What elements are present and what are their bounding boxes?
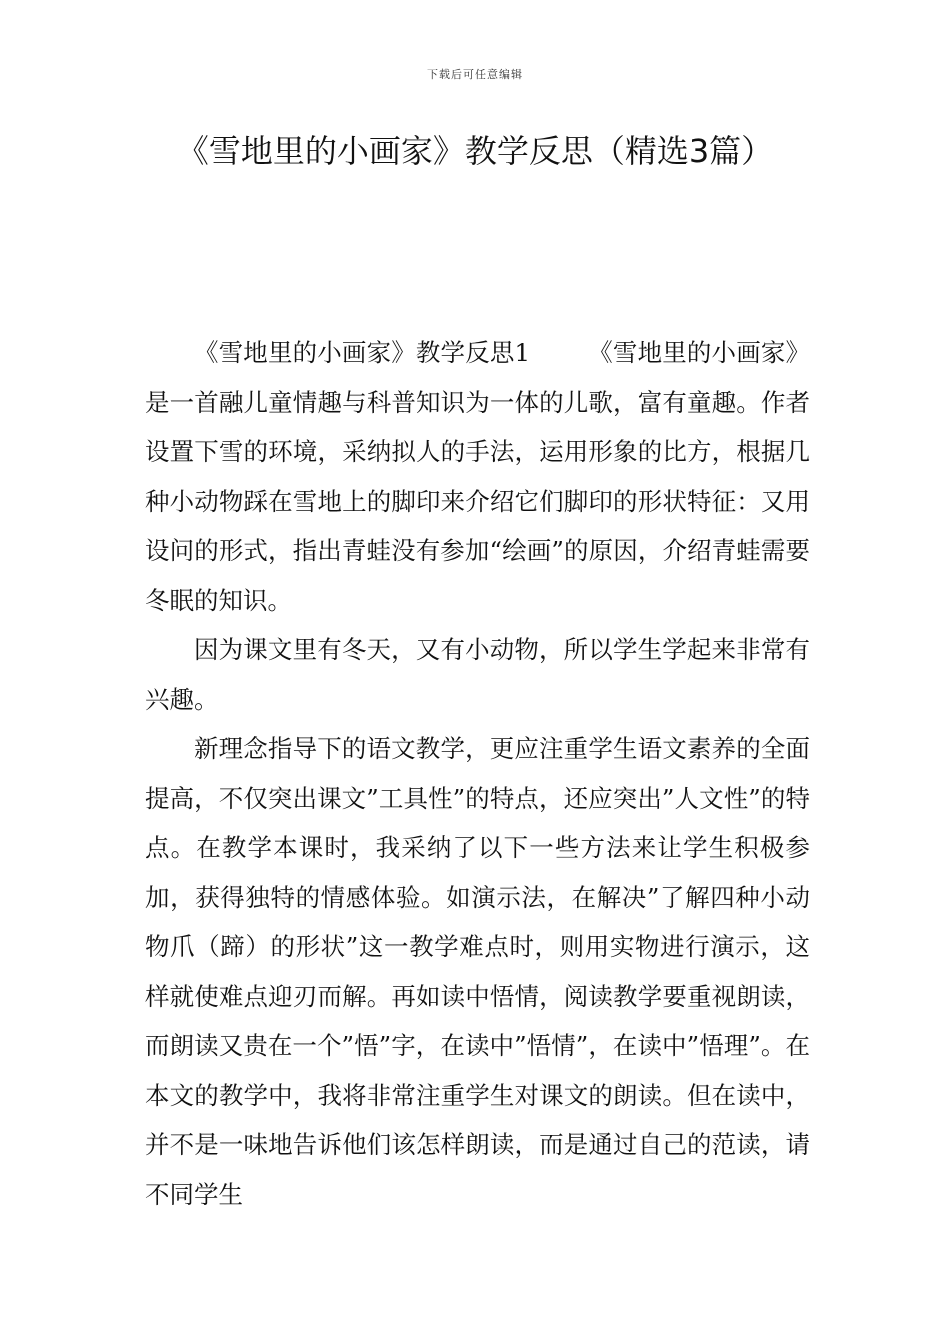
document-title: 《雪地里的小画家》教学反思（精选3篇） xyxy=(176,132,774,170)
paragraph-2: 因为课文里有冬天，又有小动物，所以学生学起来非常有兴趣。 xyxy=(145,635,810,714)
paragraph-1 xyxy=(145,328,810,625)
document-body xyxy=(145,328,810,1219)
header-note: 下载后可任意编辑 xyxy=(427,68,523,81)
section-heading: 《雪地里的小画家》教学反思1 xyxy=(194,338,531,367)
paragraph-1-text: 《雪地里的小画家》是一首融儿童情趣与科普知识为一体的儿歌，富有童趣。作者设置下雪的环境，采纳拟人的手法，运用形象的比方，根据几种小动物踩在雪地上的脚印来介绍它们脚印的形状特征：又用设问的形式，指出青蛙没有参加“绘画”的原因，介绍青蛙需要冬眠的知识。 xyxy=(145,338,811,615)
paragraph-3: 新理念指导下的语文教学，更应注重学生语文素养的全面提高，不仅突出课文”工具性”的特点，还应突出”人文性”的特点。在教学本课时，我采纳了以下一些方法来让学生积极参加，获得独特的情感体验。如演示法，在解决”了解四种小动物爪（蹄）的形状”这一教学难点时，则用实物进行演示，这样就使难点迎刃而解。再如读中悟情，阅读教学要重视朗读，而朗读又贵在一个”悟”字，在读中”悟情”，在读中”悟理”。在本文的教学中，我将非常注重学生对课文的朗读。但在读中，并不是一味地告诉他们该怎样朗读，而是通过自己的范读，请不同学生 xyxy=(145,734,810,1209)
